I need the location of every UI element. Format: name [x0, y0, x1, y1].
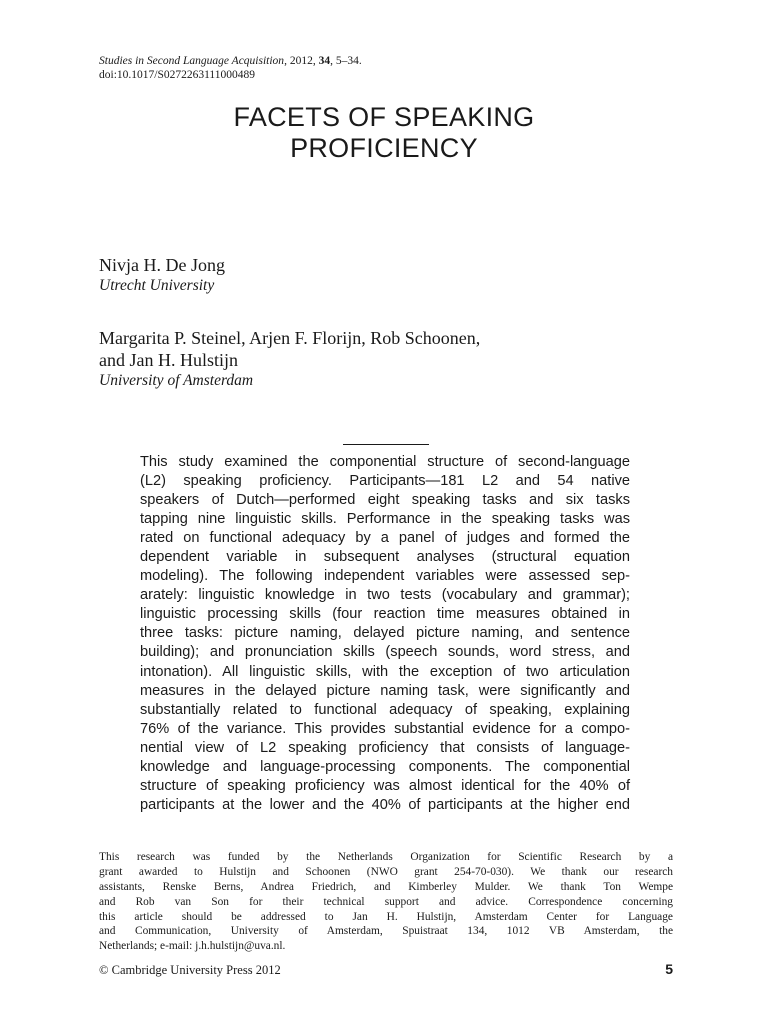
page-number: 5	[665, 961, 673, 977]
footnote-line: this article should be addressed to Jan H. Hulstijn, Amsterdam Center for Language	[99, 910, 673, 923]
author-block-1	[99, 254, 659, 295]
article-title-line-2: PROFICIENCY	[290, 133, 478, 163]
journal-year: , 2012,	[284, 55, 319, 67]
abstract-line: nential view of L2 speaking proficiency that consists of language-	[140, 739, 630, 756]
journal-name: Studies in Second Language Acquisition	[99, 55, 285, 67]
abstract-line: structure of speaking proficiency was almost identical for the 40% of	[140, 777, 630, 794]
author-names-line-2: and Jan H. Hulstijn	[99, 350, 238, 370]
abstract-line: knowledge and language-processing components. The componential	[140, 758, 630, 775]
abstract-line: This study examined the componential structure of second-language	[140, 454, 630, 470]
abstract-line: measures in the delayed picture naming task, were significantly and	[140, 682, 630, 699]
article-title	[0, 102, 768, 164]
author-block-2	[99, 327, 659, 390]
abstract-line: building); and pronunciation skills (speech sounds, word stress, and	[140, 644, 630, 661]
footnote-line: and Communication, University of Amsterdam, Spuistraat 134, 1012 VB Amsterdam, the	[99, 925, 673, 938]
footnote-line: This research was funded by the Netherlands Organization for Scientific Research by a	[99, 851, 673, 863]
abstract-line: three tasks: picture naming, delayed picture naming, and sentence	[140, 625, 630, 642]
journal-citation	[99, 54, 362, 68]
abstract	[140, 453, 630, 815]
abstract-line: linguistic processing skills (four reaction time measures obtained in	[140, 606, 630, 623]
abstract-line: 76% of the variance. This provides substantial evidence for a compo-	[140, 720, 630, 737]
footnote-line: Netherlands; e-mail: j.h.hulstijn@uva.nl.	[99, 940, 286, 953]
abstract-line: participants at the lower and the 40% of participants at the higher end	[140, 796, 630, 813]
footnote	[99, 850, 673, 954]
journal-pages: , 5–34.	[330, 55, 362, 67]
author-affiliation: Utrecht University	[99, 277, 215, 294]
abstract-line: modeling). The following independent variables were assessed sep-	[140, 568, 630, 585]
abstract-line: substantially related to functional adequacy of speaking, explaining	[140, 701, 630, 718]
abstract-line: tapping nine linguistic skills. Performance in the speaking tasks was	[140, 511, 630, 528]
journal-volume: 34	[318, 55, 331, 67]
footnote-line: grant awarded to Hulstijn and Schoonen (NWO grant 254-70-030). We thank our research	[99, 865, 673, 878]
doi: doi:10.1017/S0272263111000489	[99, 69, 256, 81]
author-names-line-1: Margarita P. Steinel, Arjen F. Florijn, Rob Schoonen,	[99, 328, 481, 348]
abstract-line: speakers of Dutch—performed eight speaking tasks and six tasks	[140, 492, 630, 509]
footnote-line: assistants, Renske Berns, Andrea Friedrich, and Kimberley Mulder. We thank Ton Wempe	[99, 880, 673, 893]
author-names: Nivja H. De Jong	[99, 255, 225, 275]
author-affiliation: University of Amsterdam	[99, 372, 254, 389]
abstract-line: intonation). All linguistic skills, with the exception of two articulation	[140, 663, 630, 680]
article-title-line-1: FACETS OF SPEAKING	[233, 102, 535, 132]
abstract-line: (L2) speaking proficiency. Participants—181 L2 and 54 native	[140, 473, 630, 490]
abstract-divider	[343, 444, 429, 445]
journal-header	[99, 54, 362, 82]
footnote-line: and Rob van Son for their technical support and advice. Correspondence concerning	[99, 895, 673, 908]
abstract-line: dependent variable in subsequent analyses (structural equation	[140, 549, 630, 566]
abstract-line: arately: linguistic knowledge in two tests (vocabulary and grammar);	[140, 587, 630, 604]
copyright-notice: © Cambridge University Press 2012	[99, 963, 281, 977]
abstract-line: rated on functional adequacy by a panel of judges and formed the	[140, 530, 630, 547]
